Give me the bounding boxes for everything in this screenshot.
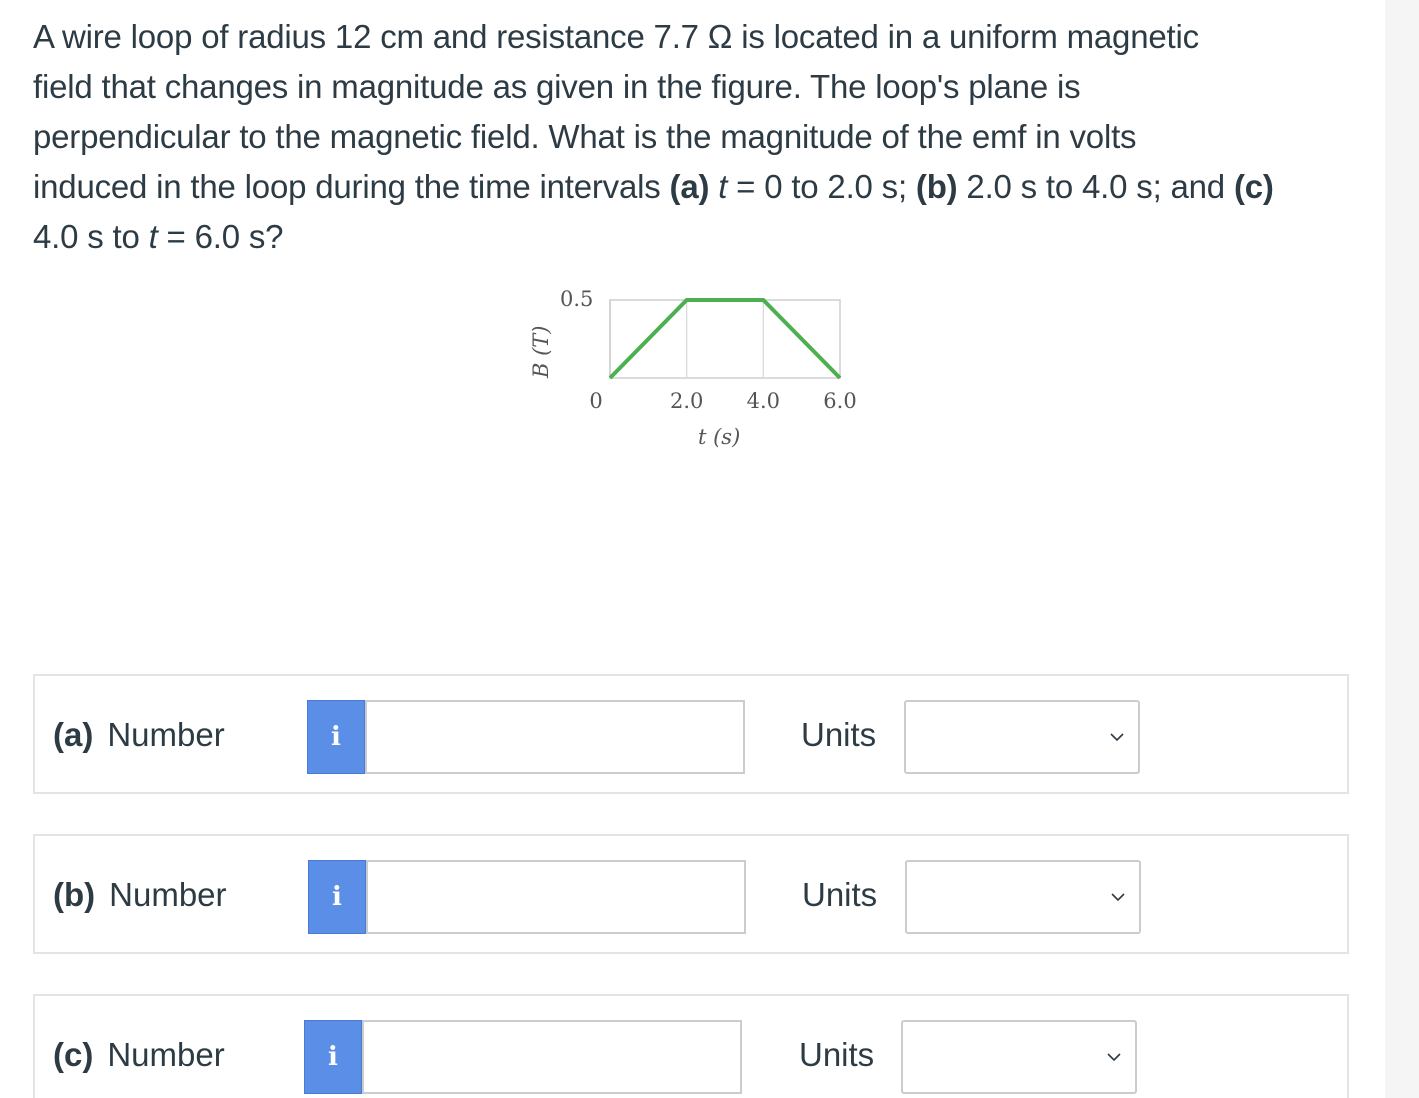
info-button-b[interactable]: i: [308, 860, 366, 934]
answer-word-a: Number: [107, 716, 225, 753]
question-line-1: A wire loop of radius 12 cm and resistance 7.7 Ω is located in a uniform magnetic: [33, 18, 1199, 55]
answer-row-a: [33, 674, 1349, 794]
info-button-c[interactable]: i: [304, 1020, 362, 1094]
interval-a-text: = 0 to 2.0 s;: [727, 168, 916, 205]
chevron-down-icon: [1110, 730, 1124, 744]
vertical-gridlines: [687, 300, 764, 378]
info-button-a[interactable]: i: [307, 700, 365, 774]
question-line-4: [33, 162, 1353, 212]
right-margin-strip: [1385, 0, 1419, 1098]
answer-word-b: Number: [109, 876, 227, 913]
answer-tag-c: (c): [53, 1036, 94, 1073]
units-select-c[interactable]: [901, 1020, 1137, 1094]
number-input-b[interactable]: [366, 860, 746, 934]
units-select-a[interactable]: [904, 700, 1140, 774]
units-label-c: Units: [799, 1036, 875, 1073]
interval-c-text: 4.0 s to: [33, 218, 149, 255]
plot-frame: [610, 300, 840, 378]
y-tick-label: 0.5: [560, 287, 594, 311]
x-tick-3: 6.0: [823, 389, 857, 413]
question-text: [33, 12, 1353, 262]
graph-svg: [520, 280, 880, 460]
answer-word-c: Number: [107, 1036, 225, 1073]
answer-tag-a: (a): [53, 716, 94, 753]
x-tick-labels: [589, 389, 856, 413]
units-label-b: Units: [802, 876, 878, 913]
chevron-down-icon: [1111, 890, 1125, 904]
answer-label-c: [53, 1036, 225, 1074]
interval-b-text: 2.0 s to 4.0 s; and: [957, 168, 1234, 205]
units-select-b[interactable]: [905, 860, 1141, 934]
question-line-4-pre: induced in the loop during the time intervals: [33, 168, 670, 205]
x-tick-2: 4.0: [746, 389, 781, 413]
chevron-down-icon: [1107, 1050, 1121, 1064]
answer-tag-b: (b): [53, 876, 96, 913]
answer-row-b: [33, 834, 1349, 954]
b-field-curve: [610, 300, 840, 378]
x-tick-0: 0: [589, 389, 603, 413]
magnetic-field-graph: [520, 280, 880, 460]
number-input-a[interactable]: [365, 700, 745, 774]
part-a-tag: (a): [669, 168, 710, 205]
part-b-tag: (b): [915, 168, 958, 205]
answer-row-c: [33, 994, 1349, 1098]
part-c-tag: (c): [1233, 168, 1274, 205]
question-line-5: [33, 212, 1353, 262]
time-var-c: t: [148, 218, 158, 255]
question-line-3: perpendicular to the magnetic field. What is the magnitude of the emf in volts: [33, 118, 1137, 155]
time-var-a: t: [718, 168, 728, 205]
answer-label-a: [53, 716, 225, 754]
answer-label-b: [53, 876, 227, 914]
y-axis-label: B (T): [529, 325, 553, 378]
x-tick-1: 2.0: [669, 389, 704, 413]
question-line-2: field that changes in magnitude as given in the figure. The loop's plane is: [33, 68, 1081, 105]
x-axis-label: t (s): [698, 425, 741, 449]
units-label-a: Units: [801, 716, 877, 753]
interval-c-end: = 6.0 s?: [157, 218, 284, 255]
number-input-c[interactable]: [362, 1020, 742, 1094]
